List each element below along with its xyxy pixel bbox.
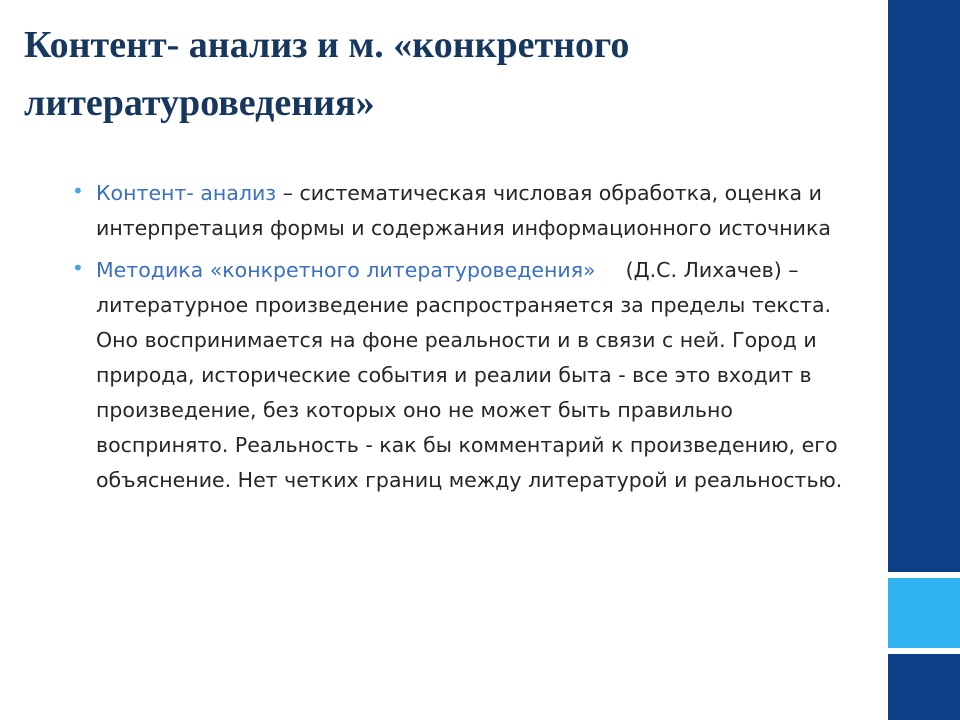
bullet-term: Методика «конкретного литературоведения»	[96, 258, 596, 282]
bullet-dot-icon: •	[72, 179, 84, 203]
bullet-text: – систематическая числовая обработка, оценка и интерпретация формы и содержания информационного источника	[96, 181, 831, 240]
side-stripe-light	[888, 578, 960, 648]
bullet-item-concrete-literary-studies	[72, 253, 852, 498]
bullet-dot-icon: •	[72, 256, 84, 280]
bullet-term: Контент- анализ	[96, 181, 277, 205]
bullet-item-content-analysis	[72, 176, 852, 246]
slide-title: Контент- анализ и м. «конкретного литературоведения»	[24, 24, 630, 124]
side-stripe-white-bottom	[888, 648, 960, 654]
bullet-text: Лихачев) – литературное произведение распространяется за пределы текста. Оно воспринимается на фоне реальности и в связи с ней. Город и природа, исторические события и реалии быта - все это входит в произведение, без которых оно не может быть правильно воспринято. Реальность - как бы комментарий к произведению, его объяснение. Нет четких границ между литературой и реальностью.	[96, 258, 843, 492]
bullet-reference: (Д.С.	[625, 258, 677, 282]
bullet-list	[72, 176, 852, 505]
